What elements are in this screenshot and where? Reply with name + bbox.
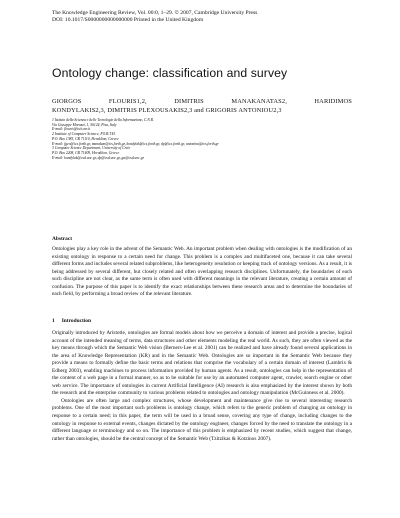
affiliation-line: E-mail: kondylak@csd.uoc.gr, dp@csd.uoc.gr, ga@csd.uoc.gr: [52, 155, 145, 160]
affiliation-line: Via Giuseppe Moruzzi, 1, 56124, Pisa, Italy: [52, 122, 117, 127]
affiliation-line: P.O. Box 1385, GR 71110, Heraklion, Greece: [52, 136, 119, 141]
affiliation-line: E-mail: flouris@isti.cnr.it: [52, 127, 91, 132]
abstract-text: Ontologies play a key role in the advent of the Semantic Web. An important problem when dealing with ontologies is the modification of an existing ontology in response to a certain need for change. This problem is a complex and multifaceted one, because it can take several different forms and includes several related subproblems, like heterogeneity resolution or keeping track of ontology versions. As a result, it is being addressed by several different, but closely related and often overlapping research disciplines. Unfortunately, the boundaries of each such discipline are not clear, as the same term is often used with different meanings in the relevant literature, creating a certain amount of confusion. The purpose of this paper is to identify the exact relationships between these research areas and to determine the boundaries of each field, by performing a broad review of the relevant literature.: [52, 246, 352, 298]
journal-citation: The Knowledge Engineering Review, Vol. 00:0, 1–29. © 2007, Cambridge University Press: [52, 10, 258, 16]
affiliation-line: 3 Computer Science Department, University of Crete: [52, 146, 131, 151]
affiliation-line: P.O. Box 2208, GR 71409, Heraklion, Greece: [52, 150, 120, 155]
paragraph: Originally introduced by Aristotle, ontologies are formal models about how we perceive a domain of interest and provide a precise, logical account of the intended meaning of terms, data structures and other elements modeling the real world. As such, they are often viewed as the key means through which the Semantic Web vision (Berners-Lee et al. 2001) can be realized and have already found several applications in the area of Knowledge Representation (KR) and in the Semantic Web. Ontologies are so important in the Semantic Web because they provide a means to formally define the basic terms and relations that comprise the vocabulary of a certain domain of interest (Lambrix & Edberg 2003), enabling machines to process information provided by human agents. As a result, ontologies can help in the representation of the content of a web page in a formal manner, so as to be suitable for use by an automated computer agent, crawler, search engine or other web service. The importance of ontologies in current Artificial Intelligence (AI) research is also emphasized by the interest shown by both the research and the enterprise community to various problems related to ontologies and ontology manipulation (McGuinness et al. 2000).: [52, 330, 352, 397]
affiliation-line: 1 Istituto della Scienza e delle Tecnologie della Informazione, C.N.R.: [52, 118, 154, 122]
section-number: 1: [52, 318, 55, 324]
paper-title: Ontology change: classification and survey: [52, 66, 288, 80]
section-heading: [52, 318, 98, 324]
affiliations: [52, 118, 352, 160]
affiliation-line: E-mail: fgeo@ics.forth.gr, manakan@ics.forth.gr, kondylak@ics.forth.gr, dp@ics.forth.gr, antoniou@ics.forth.gr: [52, 141, 219, 146]
author-line-2: KONDYLAKIS2,3, DIMITRIS PLEXOUSAKIS2,3 and GRIGORIS ANTONIOU2,3: [52, 107, 282, 115]
journal-doi: DOI: 10.1017/S0000000000000000 Printed in the United Kingdom: [52, 17, 204, 24]
abstract-heading: Abstract: [52, 236, 73, 242]
section-title: Introduction: [61, 318, 91, 324]
introduction-body: [52, 330, 352, 443]
affiliation-line: 2 Institute of Computer Science, FO.R.T.H.: [52, 132, 116, 137]
journal-header: [52, 10, 372, 24]
author-line-1: GIORGOS FLOURIS1,2, DIMITRIS MANAKANATAS2, HARIDIMOS: [52, 98, 352, 105]
author-list: [52, 97, 352, 116]
paragraph: Ontologies are often large and complex structures, whose development and maintenance give rise to several interesting research problems. One of the most important such problems is ontology change, which refers to the generic problem of changing an ontology in response to a certain need; in this paper, the term will be used in a broad sense, covering any type of change, including changes to the ontology in response to external events, changes dictated by the ontology engineer, changes forced by the need to translate the ontology in a different language or terminology and so on. The importance of this problem is emphasized by recent studies, which suggest that change, rather than ontologies, should be the central concept of the Semantic Web (Tzitzikas & Kotzinos 2007).: [52, 397, 352, 442]
